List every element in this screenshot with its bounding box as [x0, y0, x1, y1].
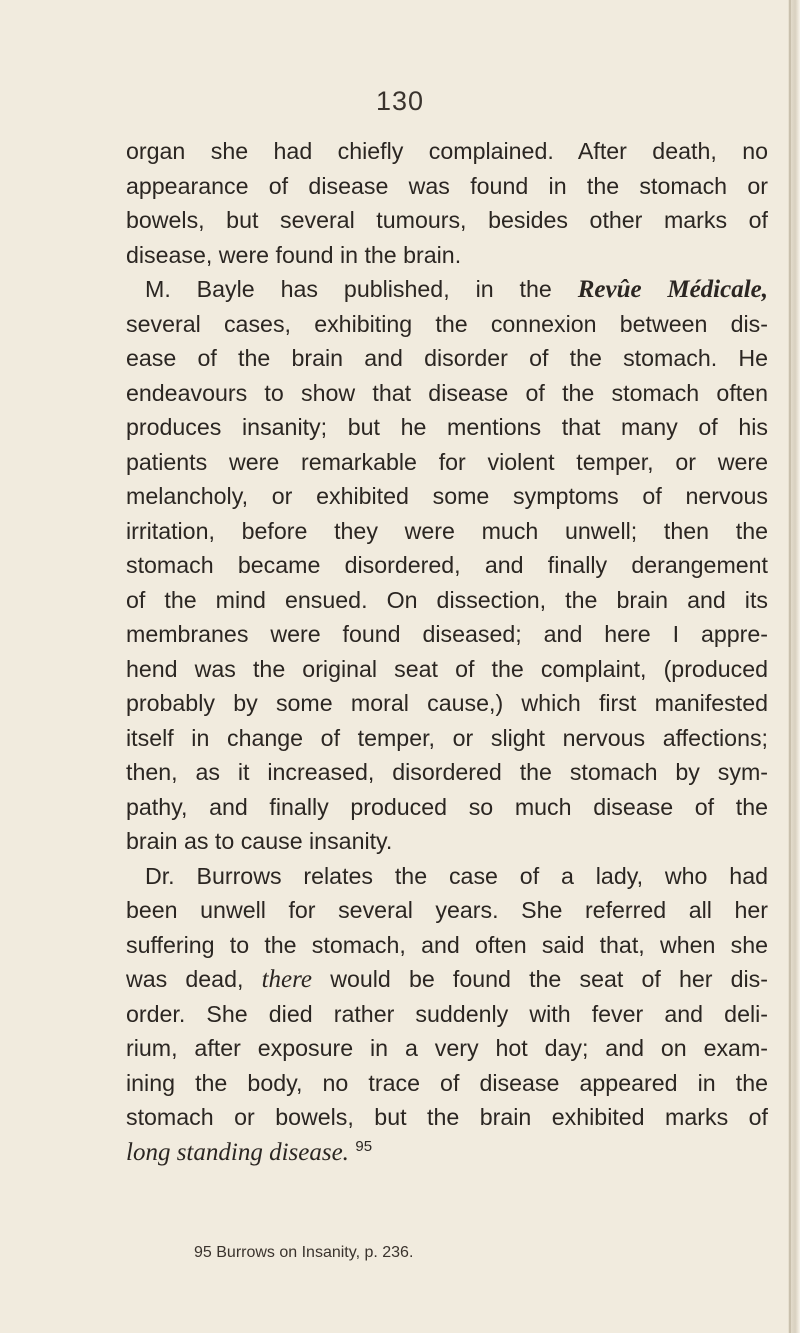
text-line: ining the body, no trace of disease appeared in the	[126, 1069, 768, 1096]
text-line: produces insanity; but he mentions that many of his	[126, 414, 768, 440]
text-line: bowels, but several tumours, besides other marks of	[126, 207, 768, 233]
text-line: of the mind ensued. On dissection, the brain and its	[126, 586, 768, 613]
text-line: been unwell for several years. She referred all her	[126, 897, 768, 923]
text-line: stomach or bowels, but the brain exhibited marks of	[126, 1104, 768, 1130]
page-number: 130	[375, 86, 425, 116]
text-line: rium, after exposure in a very hot day; and on exam-	[126, 1035, 768, 1061]
text-fragment: would be found the seat of her dis-	[330, 966, 768, 992]
emphasis: long standing disease.	[126, 1138, 349, 1166]
text-line: Dr. Burrows relates the case of a lady, who had	[145, 862, 768, 889]
text-line: endeavours to show that disease of the stomach often	[126, 379, 768, 406]
text-line: itself in change of temper, or slight nervous affections;	[126, 724, 768, 751]
emphasis: there	[261, 966, 313, 993]
text-line: melancholy, or exhibited some symptoms of nervous	[126, 483, 768, 509]
text-line: irritation, before they were much unwell; then the	[126, 517, 768, 544]
text-line	[126, 962, 768, 997]
text-line: several cases, exhibiting the connexion between dis-	[126, 310, 768, 337]
text-fragment: was dead,	[126, 966, 244, 992]
journal-title: Revûe Médicale,	[577, 276, 768, 303]
text-line	[126, 272, 768, 307]
text-line: order. She died rather suddenly with fever and deli-	[126, 1000, 768, 1027]
text-line: ease of the brain and disorder of the stomach. He	[126, 345, 768, 371]
body-text	[126, 134, 768, 1169]
footnote: 95 Burrows on Insanity, p. 236.	[194, 1244, 414, 1261]
footnote-reference: 95	[355, 1137, 373, 1155]
text-line: brain as to cause insanity.	[126, 828, 393, 854]
text-line	[126, 1135, 768, 1170]
text-line: pathy, and finally produced so much disease of the	[126, 793, 768, 820]
text-line: membranes were found diseased; and here I appre-	[126, 621, 768, 647]
text-fragment: M. Bayle has published, in the	[145, 276, 552, 302]
text-line: stomach became disordered, and finally derangement	[126, 552, 768, 578]
text-line: then, as it increased, disordered the stomach by sym-	[126, 759, 768, 785]
text-line: appearance of disease was found in the stomach or	[126, 172, 768, 199]
text-line: organ she had chiefly complained. After death, no	[126, 138, 768, 164]
page-fold-line	[789, 0, 791, 1333]
text-line: suffering to the stomach, and often said that, when she	[126, 931, 768, 958]
text-line: hend was the original seat of the complaint, (produced	[126, 655, 768, 682]
text-line: patients were remarkable for violent temper, or were	[126, 448, 768, 475]
text-line: probably by some moral cause,) which first manifested	[126, 690, 768, 716]
text-line: disease, were found in the brain.	[126, 241, 462, 268]
